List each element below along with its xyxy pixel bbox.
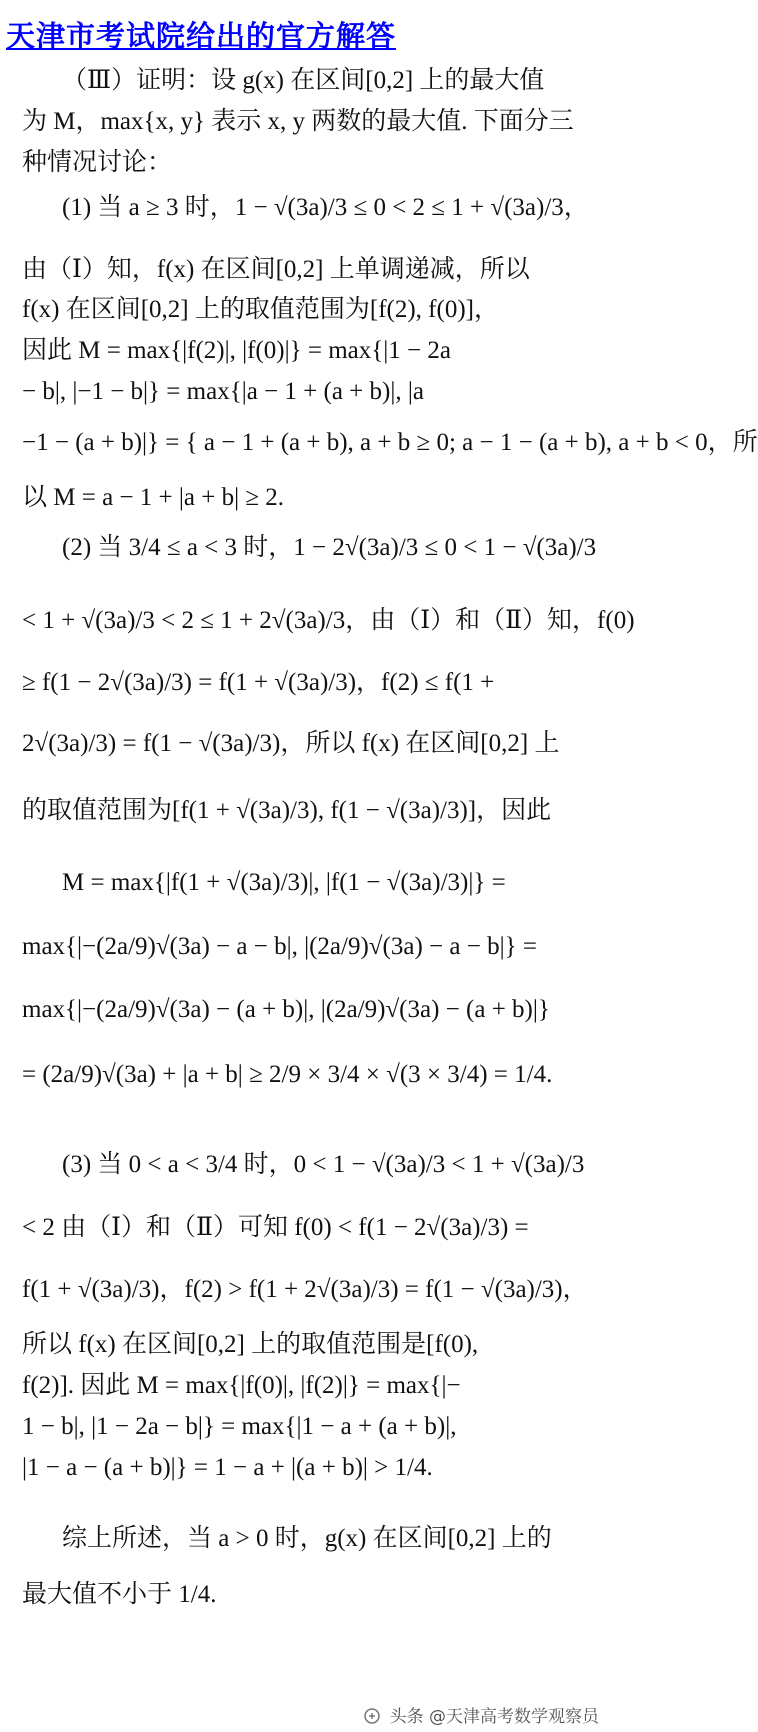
solution-line-text: 种情况讨论：: [22, 149, 173, 176]
solution-line-text: 因此 M = max{|f(2)|, |f(0)|} = max{|1 − 2a: [22, 337, 451, 364]
solution-line: [0, 336, 629, 366]
solution-line: [0, 868, 669, 898]
solution-line: [0, 428, 758, 458]
solution-line-text: (3) 当 0 < a < 3/4 时，0 < 1 − √(3a)/3 < 1 + √(3a)/3: [62, 1151, 585, 1178]
solution-line-text: (1) 当 a ≥ 3 时，1 − √(3a)/3 ≤ 0 < 2 ≤ 1 + √(3a)/3，: [62, 194, 589, 221]
solution-line-text: 2√(3a)/3) = f(1 − √(3a)/3)，所以 f(x) 在区间[0,2] 上: [22, 730, 560, 757]
solution-line-text: 的取值范围为[f(1 + √(3a)/3), f(1 − √(3a)/3)]，因此: [22, 797, 552, 824]
solution-line-text: ≥ f(1 − 2√(3a)/3) = f(1 + √(3a)/3)，f(2) ≤ f(1 +: [22, 669, 495, 696]
solution-line: [0, 796, 629, 826]
solution-line-text: −1 − (a + b)|} = { a − 1 + (a + b), a + b ≥ 0; a − 1 − (a + b), a + b < 0，所: [22, 429, 758, 456]
solution-line-text: 综上所述，当 a > 0 时，g(x) 在区间[0,2] 上的: [62, 1525, 552, 1552]
solution-line: [0, 295, 629, 325]
solution-line: [0, 193, 669, 223]
solution-line: [0, 1060, 629, 1090]
solution-line-text: < 2 由（Ⅰ）和（Ⅱ）可知 f(0) < f(1 − 2√(3a)/3) =: [22, 1214, 529, 1241]
solution-line-text: 为 M，max{x, y} 表示 x, y 两数的最大值. 下面分三: [22, 108, 574, 135]
solution-line-text: max{|−(2a/9)√(3a) − (a + b)|, |(2a/9)√(3a) − (a + b)|}: [22, 996, 550, 1023]
solution-line: [0, 932, 629, 962]
solution-line: [0, 1213, 629, 1243]
solution-line-text: < 1 + √(3a)/3 < 2 ≤ 1 + 2√(3a)/3，由（Ⅰ）和（Ⅱ）知，f(0): [22, 607, 635, 634]
solution-line-text: （Ⅲ）证明：设 g(x) 在区间[0,2] 上的最大值: [62, 67, 545, 94]
watermark-text: 头条 @天津高考数学观察员: [389, 1707, 599, 1727]
solution-line-text: 最大值不小于 1/4.: [22, 1581, 217, 1608]
solution-line: [0, 606, 635, 636]
solution-line-text: 1 − b|, |1 − 2a − b|} = max{|1 − a + (a + b)|,: [22, 1413, 457, 1440]
solution-line-text: f(1 + √(3a)/3)，f(2) > f(1 + 2√(3a)/3) = f(1 − √(3a)/3)，: [22, 1276, 588, 1303]
solution-line-text: (2) 当 3/4 ≤ a < 3 时，1 − 2√(3a)/3 ≤ 0 < 1 − √(3a)/3: [62, 534, 597, 561]
solution-line: [0, 1453, 629, 1483]
solution-line-text: 所以 f(x) 在区间[0,2] 上的取值范围是[f(0),: [22, 1331, 479, 1358]
solution-line: [0, 255, 629, 285]
solution-line: [0, 1580, 629, 1610]
solution-line-text: − b|, |−1 − b|} = max{|a − 1 + (a + b)|, |a: [22, 378, 424, 405]
solution-line: [0, 483, 629, 513]
solution-line: [0, 1330, 629, 1360]
watermark: [364, 1702, 599, 1727]
solution-line: [0, 729, 629, 759]
solution-line-text: max{|−(2a/9)√(3a) − a − b|, |(2a/9)√(3a) − a − b|} =: [22, 933, 537, 960]
solution-line: [0, 107, 629, 137]
solution-line-text: M = max{|f(1 + √(3a)/3)|, |f(1 − √(3a)/3)|} =: [62, 869, 506, 896]
solution-line: [0, 533, 669, 563]
solution-line: [0, 1371, 629, 1401]
solution-line-text: 由（Ⅰ）知，f(x) 在区间[0,2] 上单调递减，所以: [22, 256, 530, 283]
solution-line: [0, 66, 669, 96]
solution-line-text: f(2)]. 因此 M = max{|f(0)|, |f(2)|} = max{|−: [22, 1372, 461, 1399]
solution-line: [0, 668, 629, 698]
solution-line-text: |1 − a − (a + b)|} = 1 − a + |(a + b)| > 1/4.: [22, 1454, 433, 1481]
solution-line: [0, 995, 629, 1025]
headline-logo-icon: [364, 1708, 380, 1724]
solution-line: [0, 148, 629, 178]
solution-line: [0, 1412, 629, 1442]
solution-line: [0, 1150, 669, 1180]
solution-line: [0, 377, 629, 407]
solution-line-text: = (2a/9)√(3a) + |a + b| ≥ 2/9 × 3/4 × √(3 × 3/4) = 1/4.: [22, 1061, 553, 1088]
solution-line-text: f(x) 在区间[0,2] 上的取值范围为[f(2), f(0)]，: [22, 296, 499, 323]
solution-line: [0, 1524, 669, 1554]
solution-line-text: 以 M = a − 1 + |a + b| ≥ 2.: [22, 484, 285, 511]
page-title: 天津市考试院给出的官方解答: [6, 19, 397, 53]
solution-line: [0, 1275, 629, 1305]
